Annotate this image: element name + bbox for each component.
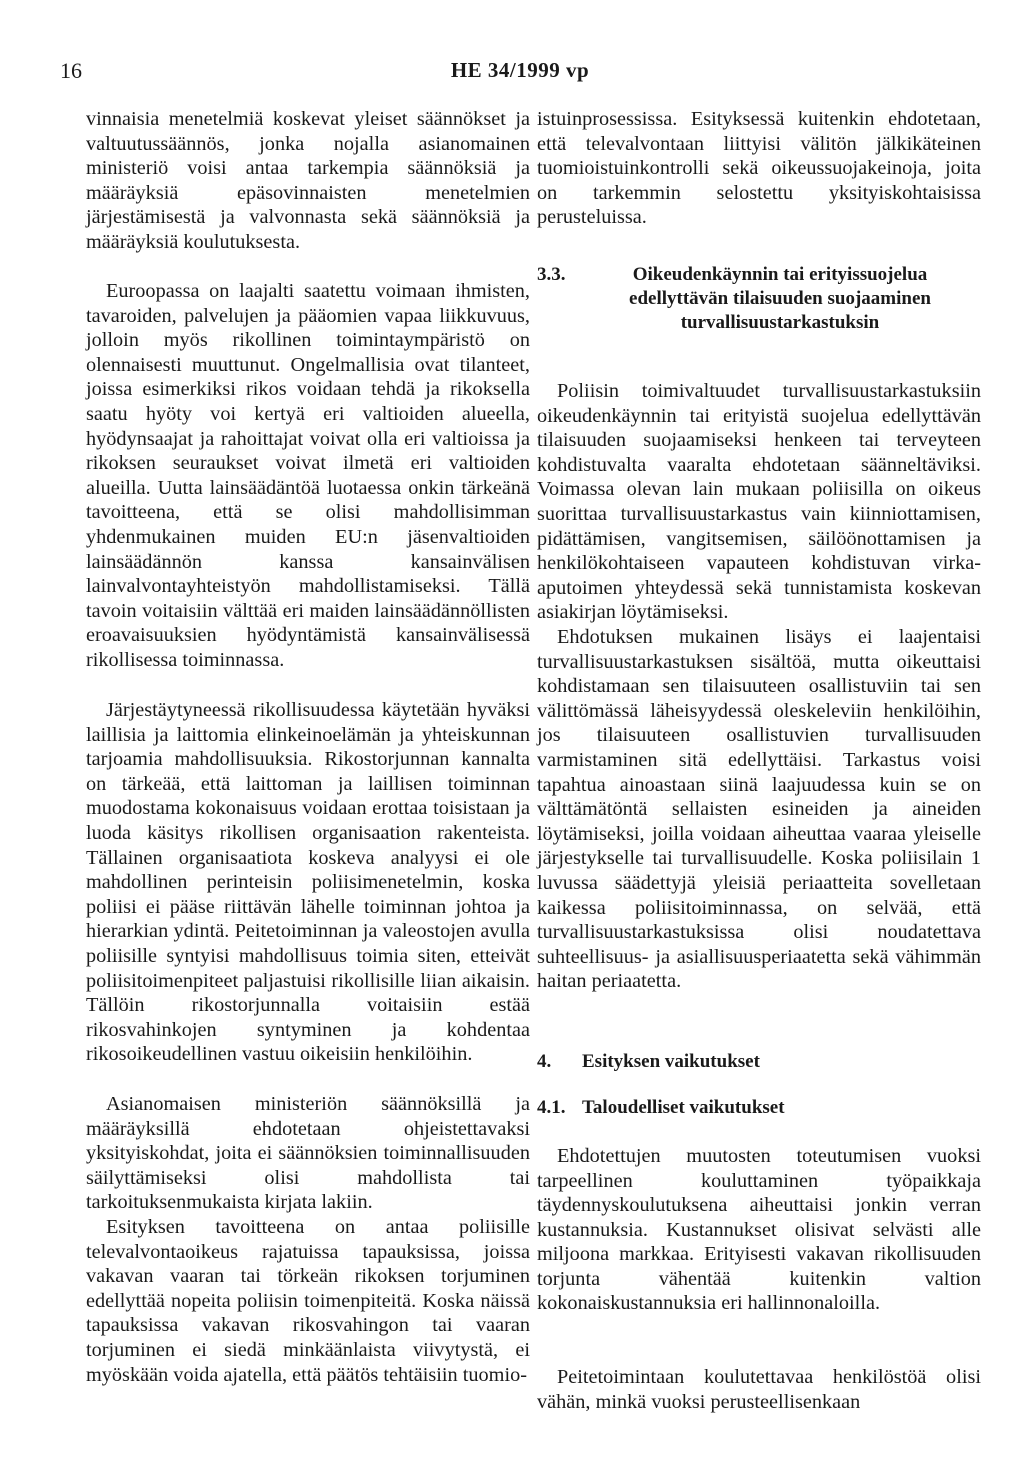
paragraph: Ehdotettujen muutosten toteutumisen vuoksi tarpeellinen kouluttaminen työpaikkaja täydennyskoulutuksena aiheuttaisi jonkin verran kustannuksia. Kustannukset olisivat selvästi alle miljoona markkaa. Erityisesti vakavan rikollisuuden torjunta vähentää kuitenkin valtion kokonaiskustannuksia eri hallinnonaloilla.	[537, 1144, 981, 1315]
paragraph: Euroopassa on laajalti saatettu voimaan ihmisten, tavaroiden, palvelujen ja pääomien vapaa liikkuvuus, jolloin myös rikollinen toimintaympäristö on olennaisesti muuttunut. Ongelmallisia ovat tilanteet, joissa esimerkiksi rikos voidaan tehdä ja rikoksella saatu hyöty voi kertyä eri valtioiden alueella, hyödynsaajat ja rahoittajat voivat olla eri valtioissa ja rikoksen seuraukset voivat ilmetä eri valtioiden alueilla. Uutta lainsäädäntöä luotaessa onkin tärkeänä tavoitteena, että se olisi mahdollisimman yhdenmukainen muiden EU:n jäsenvaltioiden lainsäädännön kanssa kansainvälisen lainvalvontayhteistyön mahdollistamiseksi. Tällä tavoin voitaisiin välttää eri maiden lainsäädännöllisten eroavaisuuksien hyödyntämistä kansainvälisessä rikollisessa toiminnassa.	[86, 280, 530, 671]
left-column	[86, 107, 530, 1387]
paragraph: Poliisin toimivaltuudet turvallisuustarkastuksiin oikeudenkäynnin tai erityistä suojelua edellyttävän tilaisuuden suojaamiseksi henkeen tai terveyteen kohdistuvalta vaaralta ehdotetaan säänneltäviksi. Voimassa olevan lain mukaan poliisilla on oikeus suorittaa turvallisuustarkastus vain kiinniottamisen, pidättämisen, vangitsemisen, säilöönottamisen ja henkilökohtaiseen vapauteen kohdistuvan virka-aputoimen yhteydessä sekä tunnistamista koskevan asiakirjan löytämiseksi.	[537, 380, 981, 624]
paragraph: Asianomaisen ministeriön säännöksillä ja määräyksillä ehdotetaan ohjeistettavaksi yksityiskohdat, joita ei säännöksien toiminnallisuuden säilyttämiseksi olisi mahdollista tai tarkoituksenmukaista kirjata lakiin.	[86, 1093, 530, 1214]
section-number: 4.	[537, 1050, 552, 1072]
paragraph: Esityksen tavoitteena on antaa poliisille televalvontaoikeus rajatuissa tapauksissa, joissa vakavan vaaran tai törkeän rikoksen torjuminen edellyttää nopeita poliisin toimenpiteitä. Koska näissä tapauksissa vakavan rikosvahingon tai vaaran torjuminen ei siedä minkäänlaista viivytystä, ei myöskään voida ajatella, että päätös tehtäisiin tuomio-	[86, 1216, 530, 1386]
running-title: HE 34/1999 vp	[450, 58, 590, 82]
page-header	[60, 58, 980, 88]
section-title: Oikeudenkäynnin tai erityissuojelua edellyttävän tilaisuuden suojaaminen turvallisuustarkastuksin	[629, 264, 931, 333]
page-number: 16	[60, 58, 82, 83]
paragraph: Peitetoimintaan koulutettavaa henkilöstöä olisi vähän, minkä vuoksi perusteellisenkaan	[537, 1365, 981, 1413]
paragraph: vinnaisia menetelmiä koskevat yleiset säännökset ja valtuutussäännös, jonka nojalla asianomainen ministeriö voisi antaa tarkempia säännöksiä ja määräyksiä epäsovinnaisten menetelmien järjestämisestä ja valvonnasta sekä säännöksiä ja määräyksiä koulutuksesta.	[86, 108, 530, 253]
section-heading-4	[537, 1050, 981, 1074]
section-heading-3-3	[537, 263, 981, 335]
section-title: Taloudelliset vaikutukset	[582, 1096, 785, 1118]
right-column	[537, 107, 981, 1414]
paragraph: Ehdotuksen mukainen lisäys ei laajentaisi turvallisuustarkastuksen sisältöä, mutta oikeuttaisi kohdistamaan sen tilaisuuteen osallistuviin tai sen välittömässä läheisyydessä oleskeleviin henkilöihin, jos tilaisuuteen osallistuvien turvallisuuden varmistaminen sitä edellyttäisi. Tarkastus voisi tapahtua ainoastaan siinä laajuudessa kuin se on välttämätöntä sellaisten esineiden ja aineiden löytämiseksi, joilla voidaan aiheuttaa vaaraa yleiselle järjestykselle tai turvallisuudelle. Koska poliisilain 1 luvussa säädettyjä yleisiä periaatteita sovelletaan kaikessa poliisitoiminnassa, on selvää, että turvallisuustarkastuksissa olisi noudatettava suhteellisuus- ja asiallisuusperiaatetta sekä vähimmän haitan periaatetta.	[537, 626, 981, 993]
paragraph: istuinprosessissa. Esityksessä kuitenkin ehdotetaan, että televalvontaan liittyisi välitön jälkikäteinen tuomioistuinkontrolli sekä oikeussuojakeinoja, joita on tarkemmin selostettu yksityiskohtaisissa perusteluissa.	[537, 108, 981, 229]
paragraph: Järjestäytyneessä rikollisuudessa käytetään hyväksi laillisia ja laittomia elinkeinoelämän ja yhteiskunnan tarjoamia mahdollisuuksia. Rikostorjunnan kannalta on tärkeää, että laittoman ja laillisen toiminnan muodostama kokonaisuus voidaan erottaa toisistaan ja luoda käsitys rikollisen organisaation rakenteista. Tällainen organisaatiota koskeva analyysi ei ole mahdollinen perinteisin poliisimenetelmin, koska poliisi ei pääse riittävän lähelle toiminnan johtoa ja hierarkian ydintä. Peitetoiminnan ja valeostojen avulla poliisille syntyisi mahdollisuus toimia siten, etteivät poliisitoimenpiteet paljastuisi rikollisille liian aikaisin. Tällöin rikostorjunnalla voitaisiin estää rikosvahinkojen syntyminen ja kohdentaa rikosoikeudellinen vastuu oikeisiin henkilöihin.	[86, 699, 530, 1066]
section-number: 3.3.	[537, 264, 566, 285]
section-title: Esityksen vaikutukset	[582, 1050, 760, 1072]
section-heading-4-1	[537, 1096, 981, 1120]
section-number: 4.1.	[537, 1096, 566, 1118]
